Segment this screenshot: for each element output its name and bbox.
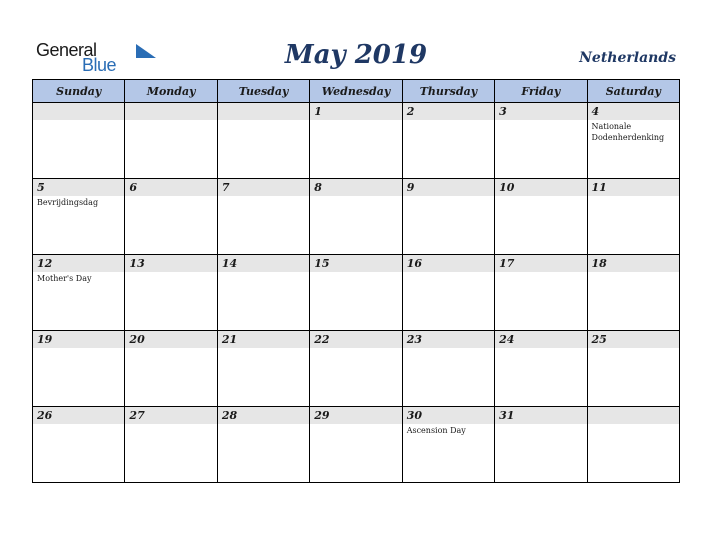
day-cell xyxy=(125,179,217,255)
day-cell xyxy=(33,255,125,331)
day-number: 10 xyxy=(499,181,515,194)
day-cell xyxy=(310,255,402,331)
day-cell xyxy=(217,407,309,483)
day-number: 28 xyxy=(221,409,238,422)
day-cell xyxy=(125,103,217,179)
day-number: 5 xyxy=(37,181,45,194)
week-row xyxy=(33,407,680,483)
week-row xyxy=(33,255,680,331)
weekday-header-row xyxy=(33,80,680,103)
logo-text-blue: Blue xyxy=(82,55,117,75)
country-label: Netherlands xyxy=(579,50,676,66)
day-number: 14 xyxy=(221,257,238,270)
day-cell xyxy=(587,407,679,483)
day-cell xyxy=(310,407,402,483)
day-number: 19 xyxy=(37,333,53,346)
weekday-header: Friday xyxy=(495,80,587,103)
day-number-band xyxy=(33,179,124,196)
day-cell xyxy=(217,255,309,331)
day-number: 25 xyxy=(591,333,607,346)
day-cell xyxy=(310,103,402,179)
day-number: 11 xyxy=(591,181,607,194)
day-number: 8 xyxy=(314,181,322,194)
day-number: 22 xyxy=(314,333,330,346)
day-cell xyxy=(495,331,587,407)
day-cell xyxy=(217,331,309,407)
day-cell xyxy=(402,103,494,179)
day-cell xyxy=(310,179,402,255)
day-number-band xyxy=(218,103,309,120)
day-cell xyxy=(495,407,587,483)
day-cell xyxy=(33,179,125,255)
day-cell xyxy=(402,179,494,255)
day-cell xyxy=(33,331,125,407)
day-number-band xyxy=(218,179,309,196)
day-number: 17 xyxy=(499,257,515,270)
holiday-label: Mother's Day xyxy=(37,274,92,283)
week-row xyxy=(33,103,680,179)
day-number-band xyxy=(310,179,401,196)
day-number-band xyxy=(33,103,124,120)
day-number: 15 xyxy=(314,257,330,270)
day-number: 31 xyxy=(499,409,515,422)
day-cell xyxy=(402,407,494,483)
day-number: 26 xyxy=(37,409,53,422)
holiday-label: Ascension Day xyxy=(406,426,466,435)
day-number: 29 xyxy=(314,409,330,422)
day-number: 3 xyxy=(499,105,507,118)
day-number: 20 xyxy=(129,333,145,346)
day-cell xyxy=(587,179,679,255)
holiday-label: Bevrijdingsdag xyxy=(37,198,99,207)
day-number: 16 xyxy=(406,257,422,270)
day-number: 27 xyxy=(129,409,145,422)
day-number: 1 xyxy=(314,105,322,118)
logo-text-general: General xyxy=(36,40,97,60)
day-number: 24 xyxy=(499,333,515,346)
calendar-grid xyxy=(32,79,680,483)
day-cell xyxy=(217,179,309,255)
day-number-band xyxy=(125,103,216,120)
weekday-header: Thursday xyxy=(402,80,494,103)
day-cell xyxy=(33,103,125,179)
day-number-band xyxy=(588,407,679,424)
day-number-band xyxy=(495,103,586,120)
day-number-band xyxy=(310,103,401,120)
day-number: 12 xyxy=(37,257,53,270)
day-number-band xyxy=(125,179,216,196)
day-cell xyxy=(495,255,587,331)
calendar-title: May 2019 xyxy=(284,40,428,70)
day-cell xyxy=(125,255,217,331)
day-cell xyxy=(402,331,494,407)
weekday-header: Sunday xyxy=(33,80,125,103)
day-cell xyxy=(587,255,679,331)
day-number: 6 xyxy=(129,181,138,194)
week-row xyxy=(33,179,680,255)
weekday-header: Tuesday xyxy=(217,80,309,103)
day-number: 21 xyxy=(221,333,238,346)
day-number-band xyxy=(403,179,494,196)
day-number: 18 xyxy=(591,257,607,270)
day-cell xyxy=(310,331,402,407)
day-number: 9 xyxy=(406,181,415,194)
holiday-label: Nationale Dodenherdenking xyxy=(591,122,665,142)
day-number: 30 xyxy=(406,409,422,422)
day-cell xyxy=(217,103,309,179)
day-number: 13 xyxy=(129,257,145,270)
week-row xyxy=(33,331,680,407)
day-cell xyxy=(495,179,587,255)
day-cell xyxy=(402,255,494,331)
day-number: 23 xyxy=(406,333,422,346)
weekday-header: Monday xyxy=(125,80,217,103)
day-number-band xyxy=(403,103,494,120)
day-cell xyxy=(125,407,217,483)
weekday-header: Wednesday xyxy=(310,80,402,103)
day-cell xyxy=(495,103,587,179)
weekday-header: Saturday xyxy=(587,80,679,103)
day-cell xyxy=(587,331,679,407)
day-number: 7 xyxy=(221,181,230,194)
day-number: 4 xyxy=(591,105,600,118)
day-number-band xyxy=(588,103,679,120)
day-cell xyxy=(125,331,217,407)
day-number: 2 xyxy=(406,105,415,118)
day-cell xyxy=(33,407,125,483)
day-cell xyxy=(587,103,679,179)
